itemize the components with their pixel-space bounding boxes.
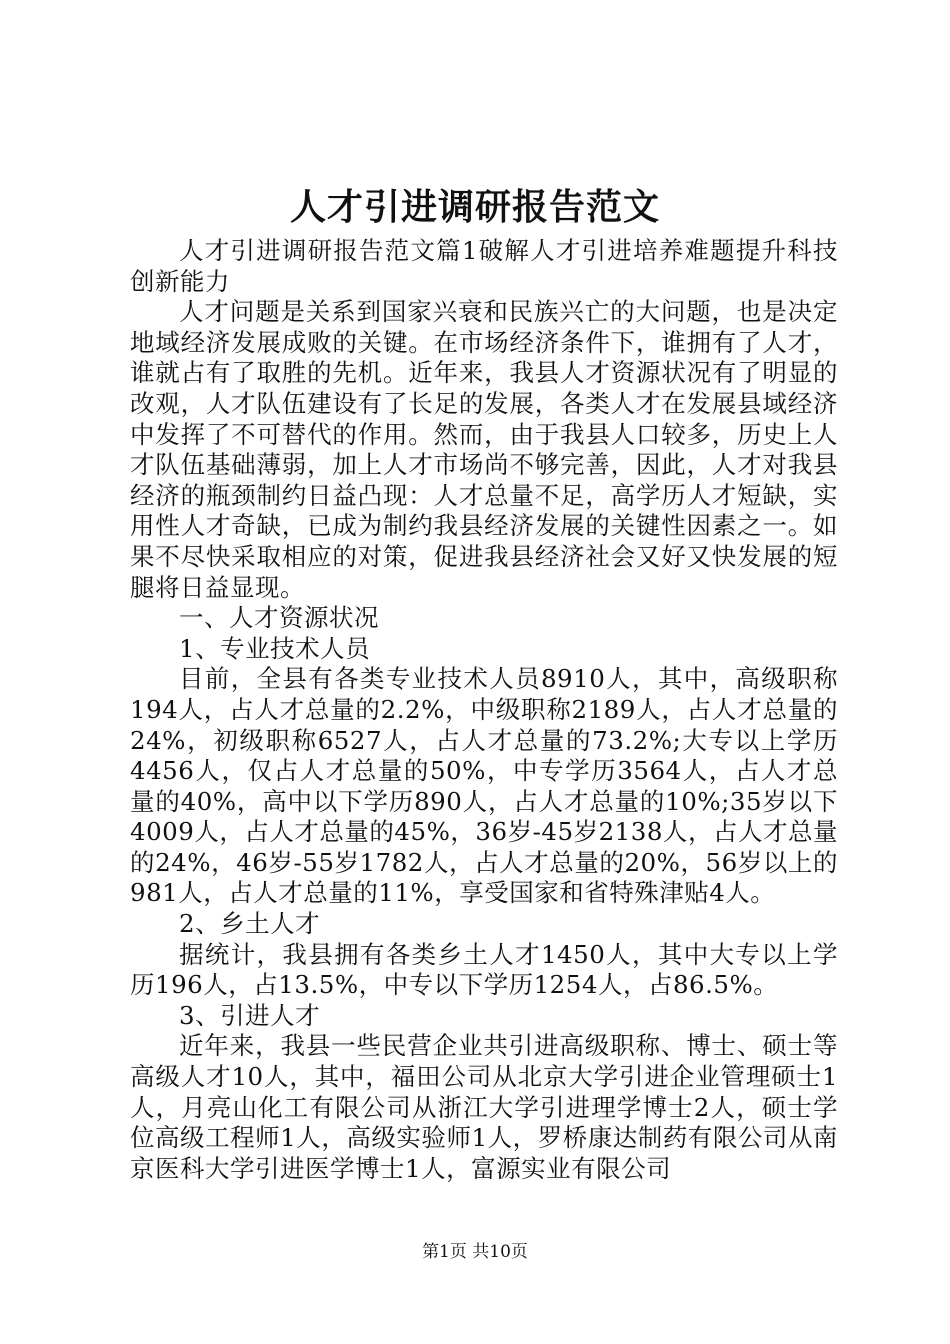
paragraph-local-talent: 据统计，我县拥有各类乡土人才1450人，其中大专以上学历196人，占13.5%，中专以下学历1254人，占86.5%。: [130, 939, 838, 1000]
paragraph-professional-staff: 目前，全县有各类专业技术人员8910人，其中，高级职称194人，占人才总量的2.2%，中级职称2189人，占人才总量的24%，初级职称6527人，占人才总量的73.2%;大专以上学历4456人，仅占人才总量的50%，中专学历3564人，占人才总量的40%，高中以下学历890人，占人才总量的10%;35岁以下4009人，占人才总量的45%，36岁-45岁2138人，占人才总量的24%，46岁-55岁1782人，占人才总量的20%，56岁以上的981人，占人才总量的11%，享受国家和省特殊津贴4人。: [130, 664, 838, 908]
paragraph-intro: 人才引进调研报告范文篇1破解人才引进培养难题提升科技创新能力: [130, 236, 838, 296]
document-body: [130, 236, 838, 1184]
paragraph-background: 人才问题是关系到国家兴衰和民族兴亡的大问题，也是决定地域经济发展成败的关键。在市场经济条件下，谁拥有了人才，谁就占有了取胜的先机。近年来，我县人才资源状况有了明显的改观，人才队伍建设有了长足的发展，各类人才在发展县域经济中发挥了不可替代的作用。然而，由于我县人口较多，历史上人才队伍基础薄弱，加上人才市场尚不够完善，因此，人才对我县经济的瓶颈制约日益凸现：人才总量不足，高学历人才短缺，实用性人才奇缺，已成为制约我县经济发展的关键性因素之一。如果不尽快采取相应的对策，促进我县经济社会又好又快发展的短腿将日益显现。: [130, 297, 838, 602]
subheading-local-talent: 2、乡土人才: [179, 909, 321, 939]
section-heading-talent-status: 一、人才资源状况: [179, 603, 379, 633]
subheading-professional-staff: 1、专业技术人员: [179, 633, 371, 663]
page-number-footer: 第1页 共10页: [422, 1242, 528, 1262]
document-title: 人才引进调研报告范文: [289, 186, 660, 228]
subheading-introduced-talent: 3、引进人才: [179, 1000, 321, 1030]
paragraph-introduced-talent: 近年来，我县一些民营企业共引进高级职称、博士、硕士等高级人才10人，其中，福田公司从北京大学引进企业管理硕士1人，月亮山化工有限公司从浙江大学引进理学博士2人，硕士学位高级工程师1人，高级实验师1人，罗桥康达制药有限公司从南京医科大学引进医学博士1人，富源实业有限公司: [130, 1031, 838, 1183]
